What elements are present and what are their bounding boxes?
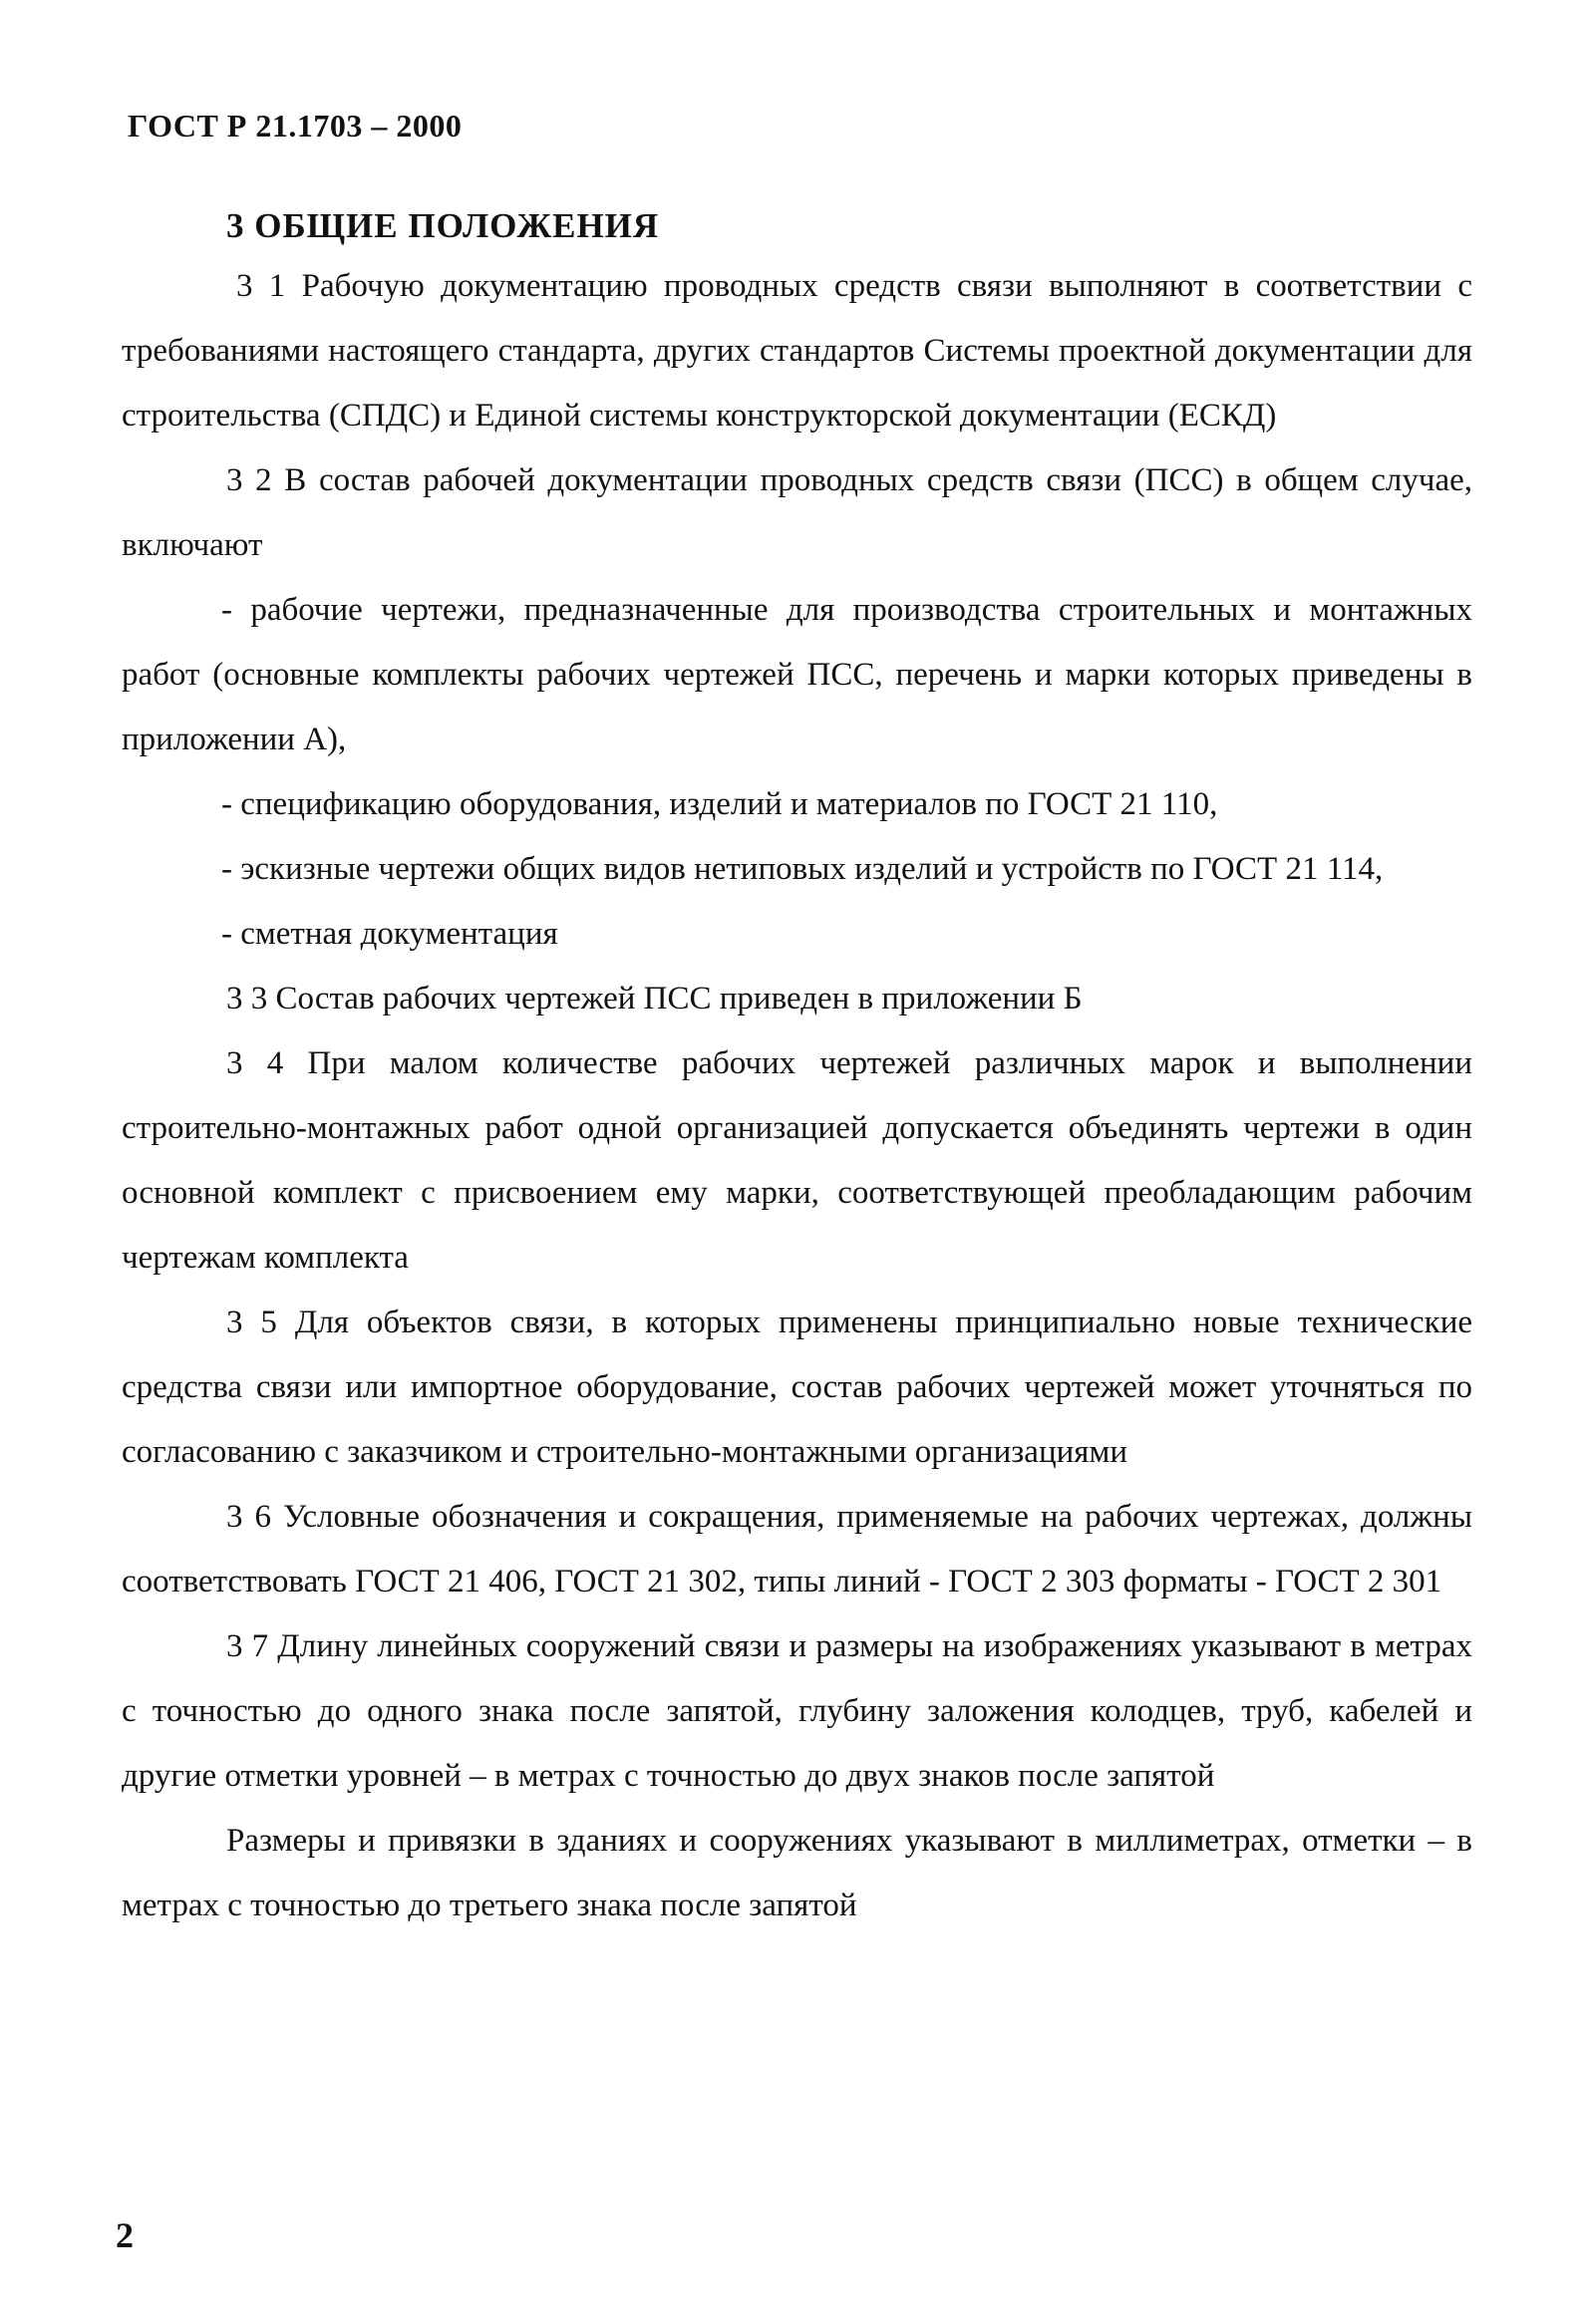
paragraph-3-1: 3 1 Рабочую документацию проводных средств связи выполняют в соответствии с требованиями настоящего стандарта, других стандартов Системы проектной документации для строительства (СПДС) и Единой системы конструкторской документации (ЕСКД) [122,268,1472,434]
section-title: 3 ОБЩИЕ ПОЛОЖЕНИЯ [226,206,660,245]
list-item-estimate-documentation: - сметная документация [221,916,558,952]
page-number: 2 [116,2215,134,2255]
paragraph-3-5: 3 5 Для объектов связи, в которых применены принципиально новые технические средства связи или импортное оборудование, состав рабочих чертежей может уточняться по согласованию с заказчиком и строительно-монтажными организациями [122,1305,1472,1470]
paragraph-3-2: 3 2 В состав рабочей документации проводных средств связи (ПСС) в общем случае, включают [122,462,1472,563]
paragraph-3-7-continuation: Размеры и привязки в зданиях и сооружениях указывают в миллиметрах, отметки – в метрах с точностью до третьего знака после запятой [122,1823,1472,1923]
list-item-specification: - спецификацию оборудования, изделий и материалов по ГОСТ 21 110, [221,786,1218,822]
list-item-sketch-drawings: - эскизные чертежи общих видов нетиповых изделий и устройств по ГОСТ 21 114, [221,851,1384,887]
paragraph-3-6: 3 6 Условные обозначения и сокращения, применяемые на рабочих чертежах, должны соответствовать ГОСТ 21 406, ГОСТ 21 302, типы линий - ГОСТ 2 303 форматы - ГОСТ 2 301 [122,1499,1472,1599]
document-code-header: ГОСТ Р 21.1703 – 2000 [128,108,463,144]
paragraph-3-7: 3 7 Длину линейных сооружений связи и размеры на изображениях указывают в метрах с точностью до одного знака после запятой, глубину заложения колодцев, труб, кабелей и другие отметки уровней – в метрах с точностью до двух знаков после запятой [122,1628,1472,1794]
section-body [122,254,1472,1938]
paragraph-3-3: 3 3 Состав рабочих чертежей ПСС приведен в приложении Б [226,981,1083,1017]
paragraph-3-4: 3 4 При малом количестве рабочих чертежей различных марок и выполнении строительно-монтажных работ одной организацией допускается объединять чертежи в один основной комплект с присвоением ему марки, соответствующей преобладающим рабочим чертежам комплекта [122,1045,1472,1276]
list-item-working-drawings: - рабочие чертежи, предназначенные для производства строительных и монтажных работ (основные комплекты рабочих чертежей ПСС, перечень и марки которых приведены в приложении А), [122,592,1472,757]
